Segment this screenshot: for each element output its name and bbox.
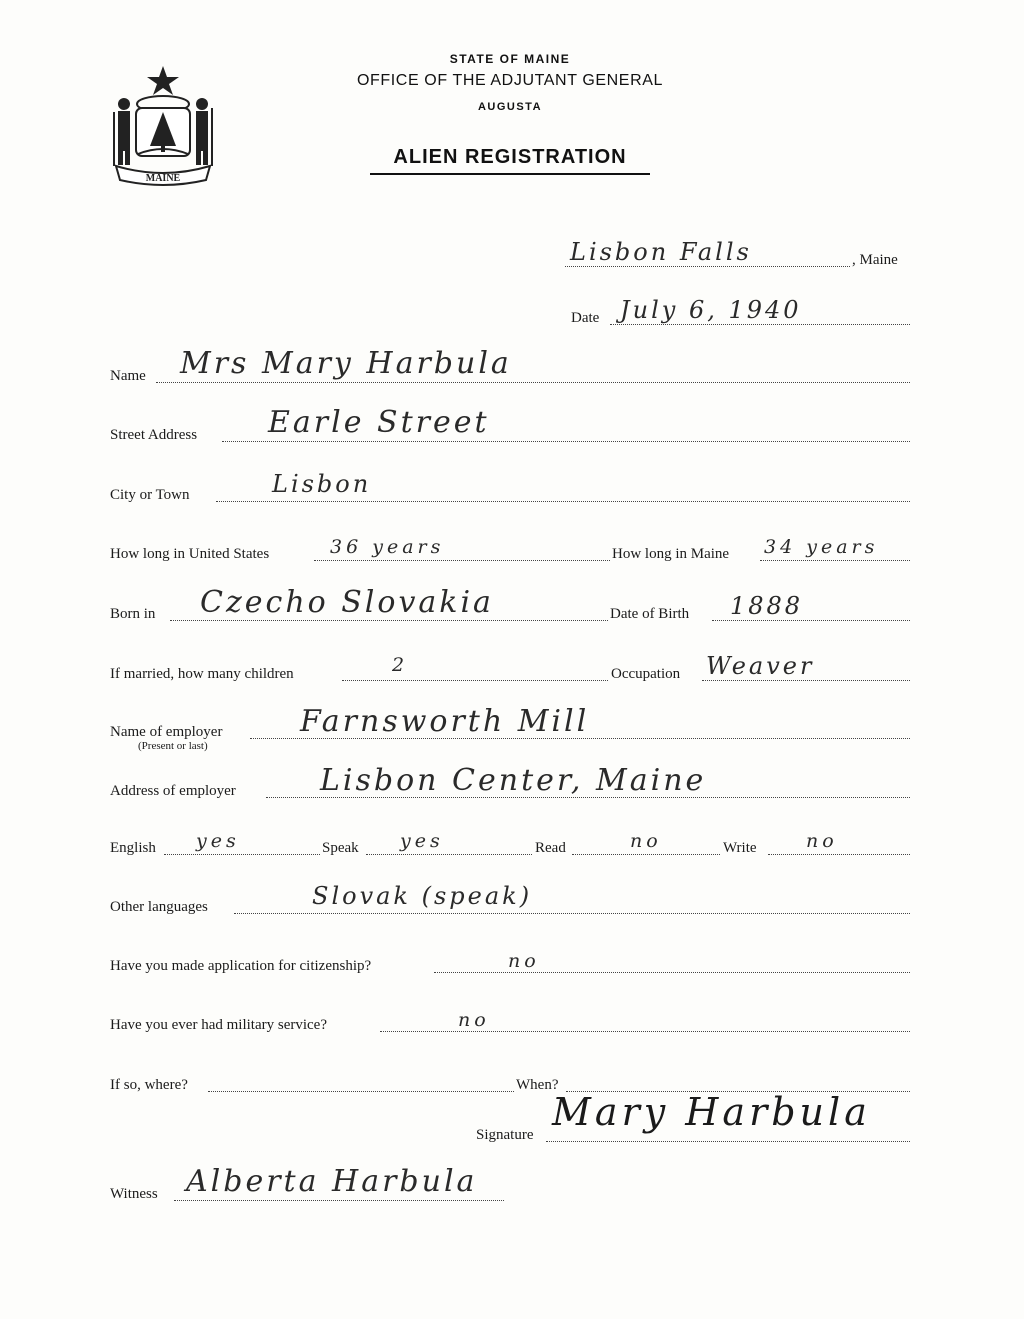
- name-line: [156, 382, 910, 383]
- english-label: English: [110, 840, 156, 856]
- street-address-label: Street Address: [110, 427, 198, 443]
- city-town-label: City or Town: [110, 487, 190, 503]
- employer-note: (Present or last): [138, 740, 208, 752]
- citizenship-value: no: [508, 950, 540, 972]
- date-of-birth-value: 1888: [730, 592, 804, 620]
- name-label: Name: [110, 368, 146, 384]
- employer-value: Farnsworth Mill: [300, 704, 590, 739]
- how-long-us-label: How long in United States: [110, 546, 270, 562]
- date-of-birth-line: [712, 620, 910, 621]
- born-in-value: Czecho Slovakia: [200, 585, 494, 620]
- how-long-us-line: [314, 560, 610, 561]
- other-languages-value: Slovak (speak): [312, 882, 533, 910]
- speak-line: [366, 854, 532, 855]
- signature-label: Signature: [476, 1127, 534, 1143]
- other-languages-label: Other languages: [110, 899, 208, 915]
- city-town-line: [216, 501, 910, 502]
- english-value: yes: [196, 830, 240, 852]
- maine-label: , Maine: [852, 252, 898, 268]
- signature-line: [546, 1141, 910, 1142]
- how-long-maine-line: [760, 560, 910, 561]
- header-office: OFFICE OF THE ADJUTANT GENERAL: [356, 72, 664, 89]
- state-of-maine-seal-icon: [108, 62, 218, 188]
- town-line: [565, 266, 850, 267]
- citizenship-line: [434, 972, 910, 973]
- citizenship-label: Have you made application for citizenship?: [110, 958, 372, 974]
- date-label: Date: [571, 310, 600, 326]
- witness-value: Alberta Harbula: [186, 1164, 478, 1199]
- street-address-value: Earle Street: [268, 405, 490, 440]
- how-long-us-value: 36 years: [330, 536, 445, 558]
- read-label: Read: [535, 840, 566, 856]
- svg-text:MAINE: MAINE: [145, 173, 181, 184]
- military-label: Have you ever had military service?: [110, 1017, 327, 1033]
- date-value: July 6, 1940: [620, 296, 802, 324]
- street-address-line: [222, 441, 910, 442]
- city-town-value: Lisbon: [272, 470, 372, 498]
- date-of-birth-label: Date of Birth: [610, 606, 690, 622]
- speak-label: Speak: [322, 840, 359, 856]
- occupation-label: Occupation: [611, 666, 681, 682]
- how-long-maine-label: How long in Maine: [612, 546, 730, 562]
- children-line: [342, 680, 608, 681]
- military-value: no: [458, 1009, 490, 1031]
- occupation-value: Weaver: [706, 652, 815, 680]
- witness-line: [174, 1200, 504, 1201]
- children-label: If married, how many children: [110, 666, 294, 682]
- write-label: Write: [723, 840, 757, 856]
- write-value: no: [806, 830, 838, 852]
- header-city: AUGUSTA: [477, 101, 543, 113]
- employer-address-value: Lisbon Center, Maine: [320, 763, 707, 798]
- header-state: STATE OF MAINE: [449, 52, 571, 66]
- witness-label: Witness: [110, 1186, 158, 1202]
- military-line: [380, 1031, 910, 1032]
- employer-label: Name of employer: [110, 724, 223, 740]
- children-value: 2: [392, 654, 409, 676]
- read-line: [572, 854, 720, 855]
- born-in-line: [170, 620, 608, 621]
- where-line: [208, 1091, 514, 1092]
- english-line: [164, 854, 320, 855]
- where-label: If so, where?: [110, 1077, 188, 1093]
- other-languages-line: [234, 913, 910, 914]
- occupation-line: [702, 680, 910, 681]
- employer-address-label: Address of employer: [110, 783, 236, 799]
- how-long-maine-value: 34 years: [764, 536, 879, 558]
- signature-value: Mary Harbula: [552, 1090, 871, 1134]
- speak-value: yes: [400, 830, 444, 852]
- name-value: Mrs Mary Harbula: [180, 346, 512, 381]
- town-value: Lisbon Falls: [570, 238, 752, 266]
- date-line: [610, 324, 910, 325]
- read-value: no: [630, 830, 662, 852]
- born-in-label: Born in: [110, 606, 156, 622]
- form-title: ALIEN REGISTRATION: [370, 146, 650, 175]
- write-line: [768, 854, 910, 855]
- when-label: When?: [516, 1077, 559, 1093]
